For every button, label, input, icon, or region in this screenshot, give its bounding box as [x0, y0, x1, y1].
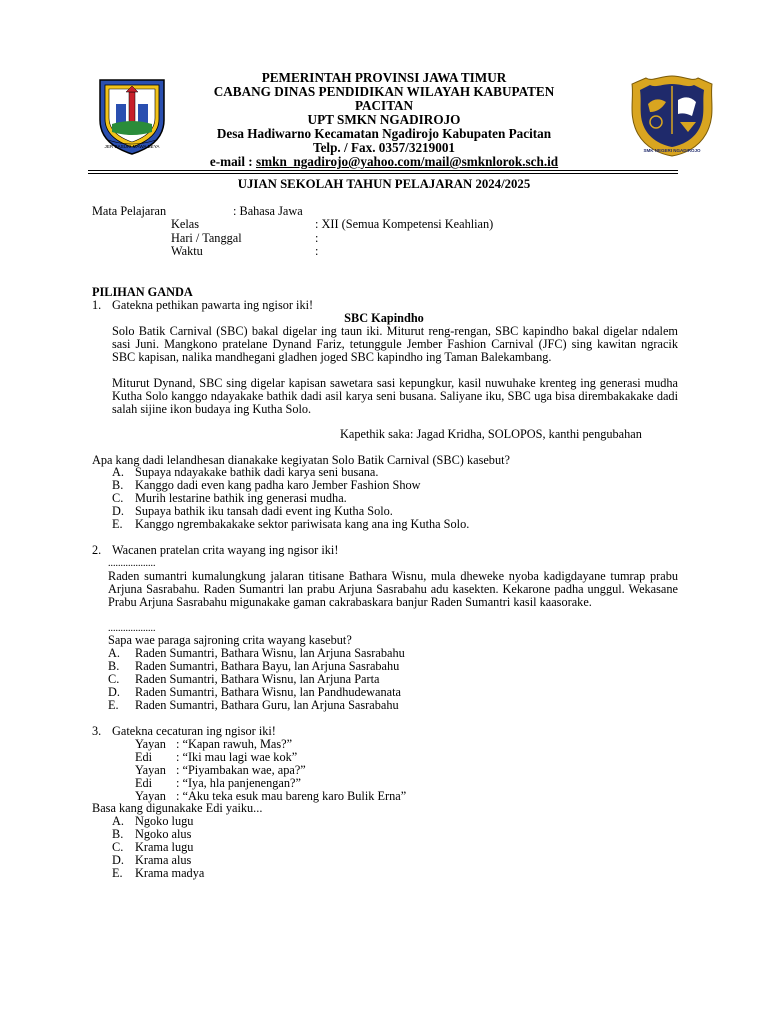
kop-divider-thick — [88, 170, 678, 171]
q3-option-c-text[interactable]: Krama lugu — [135, 840, 194, 854]
q1-option-e-text[interactable]: Kanggo ngrembakakake sektor pariwisata kang ana ing Kutha Solo. — [135, 517, 470, 531]
dialogue-speaker: Yayan — [135, 763, 166, 777]
section-title: PILIHAN GANDA — [92, 285, 193, 299]
waktu-value: : — [315, 244, 319, 258]
kop-line-address: Desa Hadiwarno Kecamatan Ngadirojo Kabupaten Pacitan — [216, 126, 552, 141]
q2-number: 2. — [92, 543, 102, 557]
q2-passage: Raden sumantri kumalungkung jalaran titisane Bathara Wisnu, mula dheweke nyoba kadigdayane tumrap prabu Arjuna Sasrabahu. Raden Sumantri lan prabu Arjuna Sasrabahu adu kasekten. Kekarone padha unggul. Wekasane Prabu Arjuna Sasrabahu migunakake gaman cakrabaskara banjur Raden Sumantri kasil kaasorake. — [108, 569, 678, 609]
q2-dots-top: ................... — [108, 558, 156, 569]
q3-option-a-key[interactable]: A. — [112, 814, 124, 828]
crest-motto: JER BASUKI MAWA BEYA — [104, 144, 160, 149]
q2-option-b-text[interactable]: Raden Sumantri, Bathara Bayu, lan Arjuna Sasrabahu — [135, 659, 400, 673]
dialogue-speaker: Edi — [135, 750, 153, 764]
q1-source: Kapethik saka: Jagad Kridha, SOLOPOS, kanthi pengubahan — [340, 427, 642, 441]
q3-instruction: Gatekna cecaturan ing ngisor iki! — [112, 724, 276, 738]
q2-question: Sapa wae paraga sajroning crita wayang kasebut? — [108, 633, 352, 647]
q2-option-e-text[interactable]: Raden Sumantri, Bathara Guru, lan Arjuna Sasrabahu — [135, 698, 399, 712]
mapel-label: Mata Pelajaran — [92, 204, 167, 218]
q1-option-a-key[interactable]: A. — [112, 465, 124, 479]
kop-line-school: UPT SMKN NGADIROJO — [307, 112, 461, 127]
dialogue-line: : “Piyambakan wae, apa?” — [176, 763, 306, 777]
q3-question: Basa kang digunakake Edi yaiku... — [92, 801, 263, 815]
q2-option-d-text[interactable]: Raden Sumantri, Bathara Wisnu, lan Pandhudewanata — [135, 685, 401, 699]
hari-label: Hari / Tanggal — [171, 231, 242, 245]
dialogue-line: : “Iya, hla panjenengan?” — [176, 776, 301, 790]
email-label: e-mail : — [209, 154, 256, 169]
mapel-value: : Bahasa Jawa — [233, 204, 303, 218]
q3-option-a-text[interactable]: Ngoko lugu — [135, 814, 194, 828]
q1-instruction: Gatekna pethikan pawarta ing ngisor iki! — [112, 298, 314, 312]
q2-option-e-key[interactable]: E. — [108, 698, 119, 712]
kop-line-email — [0, 154, 768, 169]
q1-option-d-text[interactable]: Supaya bathik iku tansah dadi event ing Kutha Solo. — [135, 504, 393, 518]
dialogue-line: : “Aku teka esuk mau bareng karo Bulik Erna” — [176, 789, 407, 803]
q3-option-b-key[interactable]: B. — [112, 827, 124, 841]
q1-option-b-text[interactable]: Kanggo dadi even kang padha karo Jember Fashion Show — [135, 478, 421, 492]
logo-school-text: SMK NEGERI NGADIROJO — [643, 148, 701, 153]
q1-option-e-key[interactable]: E. — [112, 517, 123, 531]
q3-option-e-text[interactable]: Krama madya — [135, 866, 205, 880]
q2-option-c-key[interactable]: C. — [108, 672, 120, 686]
exam-title: UJIAN SEKOLAH TAHUN PELAJARAN 2024/2025 — [237, 177, 531, 191]
q1-question: Apa kang dadi lelandhesan dianakake kegiyatan Solo Batik Carnival (SBC) kasebut? — [92, 453, 510, 467]
q1-option-c-key[interactable]: C. — [112, 491, 124, 505]
q2-instruction: Wacanen pratelan crita wayang ing ngisor iki! — [112, 543, 339, 557]
kop-line-phone: Telp. / Fax. 0357/3219001 — [312, 140, 456, 155]
dialogue-speaker: Edi — [135, 776, 153, 790]
q1-option-c-text[interactable]: Murih lestarine bathik ing generasi mudha. — [135, 491, 347, 505]
q2-option-c-text[interactable]: Raden Sumantri, Bathara Wisnu, lan Arjuna Parta — [135, 672, 380, 686]
q1-paragraph-2: Miturut Dynand, SBC sing digelar kapisan sawetara sasi kepungkur, kasil nuwuhake krenteg ing generasi mudha Kutha Solo kanggo ndayakake bathik dadi asil karya seni busana. Saliyane iku, SBC uga bisa dirembakakake dadi salah sijine ikon budaya ing Kutha Solo. — [112, 376, 678, 416]
hari-value: : — [315, 231, 319, 245]
q3-option-e-key[interactable]: E. — [112, 866, 123, 880]
dialogue-speaker: Yayan — [135, 737, 166, 751]
waktu-label: Waktu — [171, 244, 203, 258]
q1-option-d-key[interactable]: D. — [112, 504, 124, 518]
q3-number: 3. — [92, 724, 102, 738]
kelas-value: : XII (Semua Kompetensi Keahlian) — [315, 217, 494, 231]
q3-option-d-text[interactable]: Krama alus — [135, 853, 192, 867]
dialogue-line: : “Kapan rawuh, Mas?” — [176, 737, 293, 751]
kop-line-dinas: CABANG DINAS PENDIDIKAN WILAYAH KABUPATEN — [213, 84, 555, 99]
q1-option-a-text[interactable]: Supaya ndayakake bathik dadi karya seni busana. — [135, 465, 379, 479]
q3-option-d-key[interactable]: D. — [112, 853, 124, 867]
q1-paragraph-1: Solo Batik Carnival (SBC) bakal digelar ing taun iki. Miturut reng-rengan, SBC kapindho bakal digelar ndalem sasi Juni. Mangkono pratelane Dynand Fariz, tetunggule Jember Fashion Carnival (JFC) sing kawitan ngracik SBC kapisan, nalika mandhegani gladhen joged SBC kapindho ing Taman Balekambang. — [112, 324, 678, 364]
q2-option-d-key[interactable]: D. — [108, 685, 120, 699]
kop-line-pacitan: PACITAN — [354, 98, 414, 113]
q1-number: 1. — [92, 298, 102, 312]
q1-article-title: SBC Kapindho — [344, 311, 424, 325]
kop-line-province: PEMERINTAH PROVINSI JAWA TIMUR — [261, 70, 507, 85]
kelas-label: Kelas — [171, 217, 199, 231]
q2-option-a-text[interactable]: Raden Sumantri, Bathara Wisnu, lan Arjuna Sasrabahu — [135, 646, 405, 660]
q2-option-a-key[interactable]: A. — [108, 646, 120, 660]
kop-divider-thin — [88, 173, 678, 174]
q2-dots-bottom: ................... — [108, 623, 156, 634]
q2-option-b-key[interactable]: B. — [108, 659, 120, 673]
dialogue-speaker: Yayan — [135, 789, 166, 803]
email-link[interactable]: smkn_ngadirojo@yahoo.com/mail@smknlorok.sch.id — [256, 154, 559, 169]
q3-option-c-key[interactable]: C. — [112, 840, 124, 854]
q3-option-b-text[interactable]: Ngoko alus — [135, 827, 192, 841]
q1-option-b-key[interactable]: B. — [112, 478, 124, 492]
dialogue-line: : “Iki mau lagi wae kok” — [176, 750, 298, 764]
